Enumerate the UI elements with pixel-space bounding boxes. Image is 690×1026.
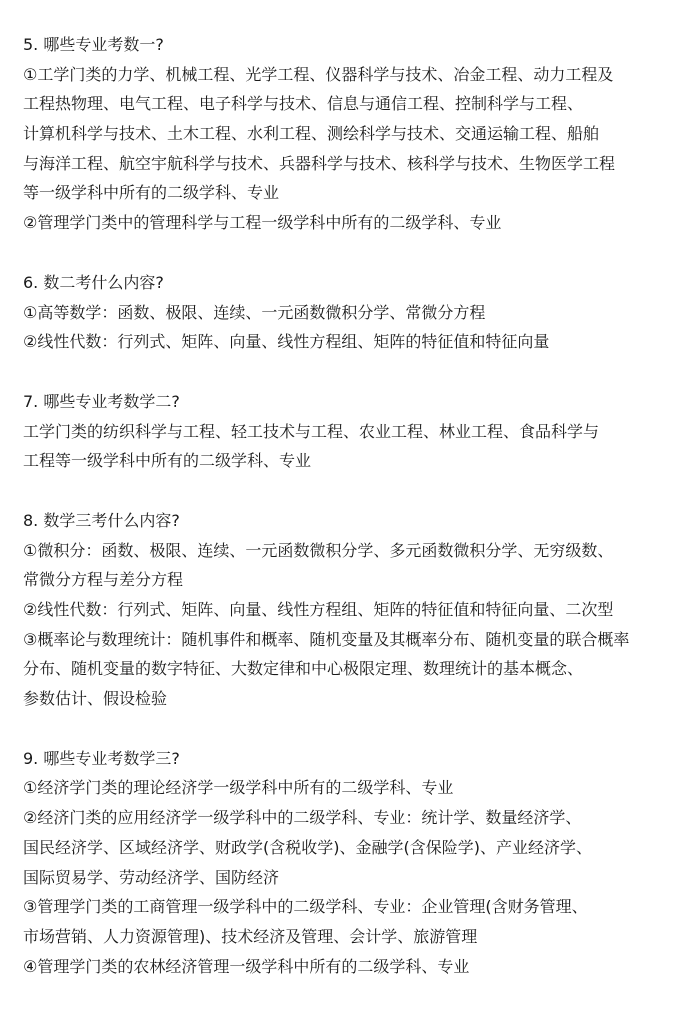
answer-line: ①经济学门类的理论经济学一级学科中所有的二级学科、专业 — [23, 778, 454, 798]
answer-line: 国民经济学、区域经济学、财政学(含税收学)、金融学(含保险学)、产业经济学、 — [23, 837, 592, 857]
answer-line: ④管理学门类的农林经济管理一级学科中所有的二级学科、专业 — [23, 956, 470, 976]
section-q8 — [23, 506, 678, 714]
answer-line: 分布、随机变量的数字特征、大数定律和中心极限定理、数理统计的基本概念、 — [23, 659, 584, 679]
section-q7 — [23, 387, 678, 476]
answer-line: 计算机科学与技术、土木工程、水利工程、测绘科学与技术、交通运输工程、船舶 — [23, 124, 600, 144]
question-heading: 9. 哪些专业考数学三? — [23, 748, 180, 768]
section-q5 — [23, 30, 678, 238]
answer-line: 工程热物理、电气工程、电子科学与技术、信息与通信工程、控制科学与工程、 — [23, 94, 584, 114]
answer-line: 参数估计、假设检验 — [23, 689, 168, 709]
answer-line: ①高等数学：函数、极限、连续、一元函数微积分学、常微分方程 — [23, 302, 486, 322]
answer-line: ③概率论与数理统计：随机事件和概率、随机变量及其概率分布、随机变量的联合概率 — [23, 629, 630, 649]
question-heading: 8. 数学三考什么内容? — [23, 510, 180, 530]
question-heading: 6. 数二考什么内容? — [23, 272, 164, 292]
answer-line: 工学门类的纺织科学与工程、轻工技术与工程、农业工程、林业工程、食品科学与 — [23, 421, 600, 441]
answer-line: ①工学门类的力学、机械工程、光学工程、仪器科学与技术、冶金工程、动力工程及 — [23, 64, 614, 84]
answer-line: ③管理学门类的工商管理一级学科中的二级学科、专业：企业管理(含财务管理、 — [23, 897, 588, 917]
answer-line: ②经济门类的应用经济学一级学科中的二级学科、专业：统计学、数量经济学、 — [23, 808, 582, 828]
answer-line: ②管理学门类中的管理科学与工程一级学科中所有的二级学科、专业 — [23, 213, 502, 233]
answer-line: 与海洋工程、航空宇航科学与技术、兵器科学与技术、核科学与技术、生物医学工程 — [23, 153, 616, 173]
answer-line: ②线性代数：行列式、矩阵、向量、线性方程组、矩阵的特征值和特征向量 — [23, 332, 550, 352]
answer-line: 等一级学科中所有的二级学科、专业 — [23, 183, 280, 203]
question-heading: 7. 哪些专业考数学二? — [23, 391, 180, 411]
section-q9 — [23, 744, 678, 982]
answer-line: ②线性代数：行列式、矩阵、向量、线性方程组、矩阵的特征值和特征向量、二次型 — [23, 600, 614, 619]
answer-line: ①微积分：函数、极限、连续、一元函数微积分学、多元函数微积分学、无穷级数、 — [23, 540, 614, 560]
answer-line: 市场营销、人力资源管理)、技术经济及管理、会计学、旅游管理 — [23, 926, 478, 946]
question-heading: 5. 哪些专业考数一? — [23, 35, 164, 54]
answer-line: 工程等一级学科中所有的二级学科、专业 — [23, 451, 312, 471]
section-q6 — [23, 268, 678, 357]
answer-line: 国际贸易学、劳动经济学、国防经济 — [23, 867, 280, 887]
answer-line: 常微分方程与差分方程 — [23, 570, 184, 590]
